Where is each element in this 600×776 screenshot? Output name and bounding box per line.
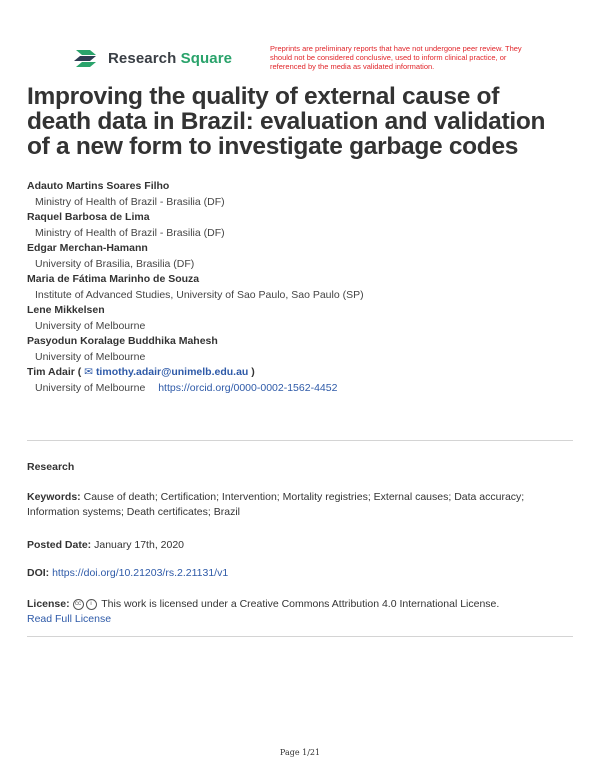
author-entry xyxy=(27,273,577,304)
author-entry xyxy=(27,304,577,335)
research-square-logo-icon xyxy=(74,44,102,72)
doi-line: DOI: https://doi.org/10.21203/rs.2.21131/v1 xyxy=(27,567,229,579)
author-email-link[interactable]: timothy.adair@unimelb.edu.au xyxy=(95,366,249,378)
divider xyxy=(27,440,573,441)
cc-icon: cc xyxy=(73,599,84,610)
author-affiliation: Ministry of Health of Brazil - Brasilia (DF) xyxy=(35,196,225,208)
author-affiliation: Institute of Advanced Studies, University of Sao Paulo, Sao Paulo (SP) xyxy=(35,289,364,301)
author-name: Maria de Fátima Marinho de Souza xyxy=(27,273,200,285)
paper-title: Improving the quality of external cause of death data in Brazil: evaluation and validation of a new form to investigate garbage codes xyxy=(27,83,546,160)
posted-date: Posted Date: January 17th, 2020 xyxy=(27,539,185,551)
by-icon: i xyxy=(86,599,97,610)
page-number: Page 1/21 xyxy=(279,748,321,757)
read-full-license-link[interactable]: Read Full License xyxy=(27,613,112,625)
author-name: Edgar Merchan-Hamann xyxy=(27,242,148,254)
author-affiliation: Ministry of Health of Brazil - Brasilia (DF) xyxy=(35,227,225,239)
author-entry xyxy=(27,180,577,211)
author-affiliation: University of Melbourne xyxy=(35,320,146,332)
author-entry xyxy=(27,211,577,242)
author-entry xyxy=(27,335,577,366)
corresponding-author xyxy=(27,366,577,397)
author-affiliation: University of Melbourne xyxy=(35,351,146,363)
author-name: Pasyodun Koralage Buddhika Mahesh xyxy=(27,335,218,347)
doi-link[interactable]: https://doi.org/10.21203/rs.2.21131/v1 xyxy=(52,567,229,579)
logo-text: Research Square xyxy=(108,49,233,67)
envelope-icon: ✉ xyxy=(84,366,94,378)
author-name: Adauto Martins Soares Filho xyxy=(27,180,170,192)
author-entry xyxy=(27,242,577,273)
author-list xyxy=(27,180,577,397)
license-section: License: cc i This work is licensed under a Creative Commons Attribution 4.0 International License. Read Full License xyxy=(27,598,500,625)
author-affiliation: University of Brasilia, Brasilia (DF) xyxy=(35,258,195,270)
divider xyxy=(27,636,573,637)
keywords: Keywords: Cause of death; Certification; Intervention; Mortality registries; External causes; Data accuracy; Information systems; Death certificates; Brazil xyxy=(27,491,525,518)
orcid-link[interactable]: https://orcid.org/0000-0002-1562-4452 xyxy=(158,382,338,394)
research-square-logo[interactable] xyxy=(74,44,232,72)
preprint-notice: Preprints are preliminary reports that have not undergone peer review. They should not be considered conclusive, used to inform clinical practice, or referenced by the media as validated information. xyxy=(270,44,522,71)
author-name: Lene Mikkelsen xyxy=(27,304,105,316)
corresponding-author-name: Tim Adair ( ✉ timothy.adair@unimelb.edu.au ) xyxy=(27,366,255,378)
author-name: Raquel Barbosa de Lima xyxy=(27,211,150,223)
article-type: Research xyxy=(27,461,75,473)
author-affiliation: University of Melbourne https://orcid.org/0000-0002-1562-4452 xyxy=(35,382,338,394)
